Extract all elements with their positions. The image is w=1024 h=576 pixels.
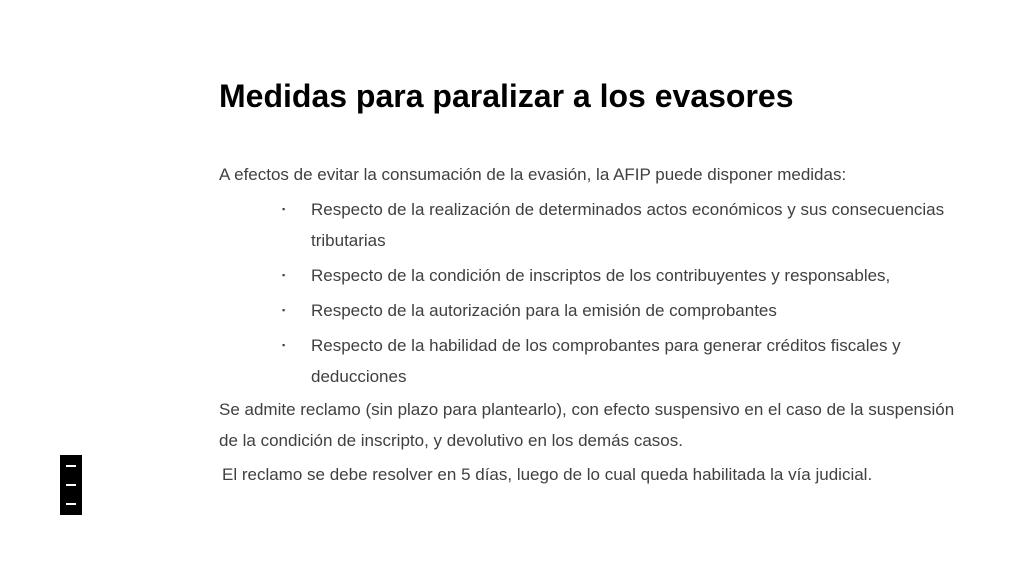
bullet-list [280,194,960,396]
bullet-text: Respecto de la habilidad de los comprobantes para generar créditos fiscales y deducciones [311,336,901,386]
bullet-item [280,330,960,392]
intro-text: A efectos de evitar la consumación de la evasión, la AFIP puede disponer medidas: [219,165,847,184]
bullet-text: Respecto de la autorización para la emisión de comprobantes [311,301,777,320]
slide-title: Medidas para paralizar a los evasores [219,78,794,114]
bullet-item [280,295,960,326]
bullet-item [280,260,960,291]
menu-line [66,465,76,467]
square-bullet-icon: ▪ [282,340,286,350]
menu-line [66,503,76,505]
square-bullet-icon: ▪ [282,270,286,280]
menu-line [66,484,76,486]
bullet-item [280,194,960,256]
bullet-text: Respecto de la condición de inscriptos de los contribuyentes y responsables, [311,266,891,285]
reclamo-paragraph: Se admite reclamo (sin plazo para plantearlo), con efecto suspensivo en el caso de la suspensión de la condición de inscripto, y devolutivo en los demás casos. [219,400,955,450]
menu-lines-icon[interactable] [60,455,82,515]
bullet-text: Respecto de la realización de determinados actos económicos y sus consecuencias tributarias [311,200,945,250]
resolution-paragraph: El reclamo se debe resolver en 5 días, luego de lo cual queda habilitada la vía judicial. [222,465,873,484]
square-bullet-icon: ▪ [282,204,286,214]
square-bullet-icon: ▪ [282,305,286,315]
